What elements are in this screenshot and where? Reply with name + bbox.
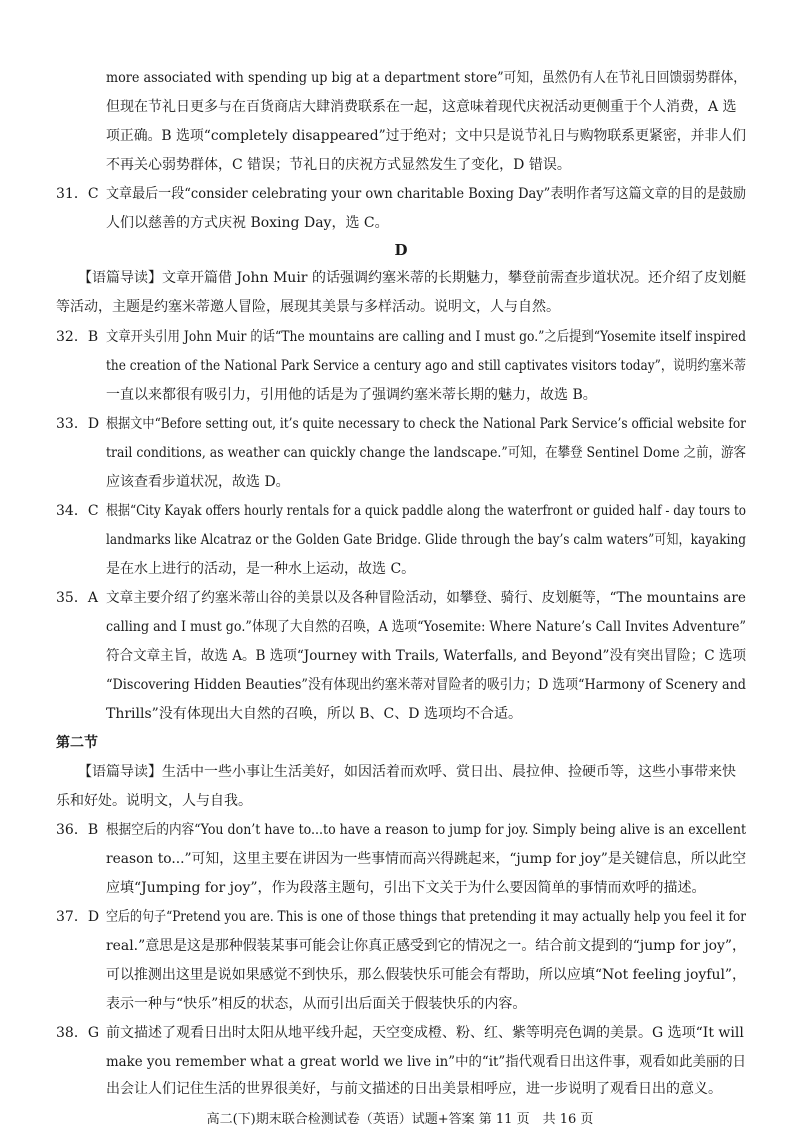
section-heading: D: [394, 241, 408, 259]
answer-text: 可以推测出这里是说如果感觉不到快乐，那么假装快乐可能会有帮助，所以应填“Not feeling joyful”，: [106, 967, 747, 983]
answer-text: 一直以来都很有吸引力，引用他的话是为了强调约塞米蒂长期的魅力，故选 B。: [106, 387, 597, 403]
reading-guide: 等活动，主题是约塞米蒂邀人冒险，展现其美景与多样活动。说明文，人与自然。: [56, 299, 560, 315]
paragraph-text: 不再关心弱势群体，C 错误；节礼日的庆祝方式显然发生了变化，D 错误。: [106, 157, 571, 173]
answer-text: 根据文中“Before setting out, it’s quite necessary to check the National Park Service’s official website for: [106, 416, 746, 432]
answer-number: 35．A: [56, 590, 98, 606]
answer-text: 符合文章主旨，故选 A。B 选项“Journey with Trails, Waterfalls, and Beyond”没有突出冒险；C 选项: [106, 648, 747, 664]
answer-text: 出会让人们记住生活的世界很美好，与前文描述的日出美景相呼应，进一步说明了观看日出的意义。: [106, 1081, 722, 1097]
page-footer: 高二(下)期末联合检测试卷（英语）试题+答案 第 11 页 共 16 页: [206, 1112, 594, 1127]
answer-number: 38．G: [56, 1025, 99, 1041]
answer-text: 文章开头引用 John Muir 的话“The mountains are calling and I must go.”之后提到“Yosemite itself inspired: [106, 329, 746, 345]
reading-guide: 【语篇导读】生活中一些小事让生活美好，如因活着而欢呼、赏日出、晨拉伸、捡硬币等，这些小事带来快: [78, 764, 736, 780]
paragraph-text: more associated with spending up big at a department store”可知，虽然仍有人在节礼日回馈弱势群体，: [106, 70, 747, 86]
answer-text: 是在水上进行的活动，是一种水上运动，故选 C。: [106, 561, 416, 577]
answer-text: 根据“City Kayak offers hourly rentals for a quick paddle along the waterfront or guided half - day tours to: [106, 503, 747, 519]
answer-text: landmarks like Alcatraz or the Golden Gate Bridge. Glide through the bay’s calm waters”可知，kayaking: [106, 532, 747, 548]
answer-text: 应该查看步道状况，故选 D。: [106, 474, 290, 490]
answer-text: make you remember what a great world we live in”中的“it”指代观看日出这件事，观看如此美丽的日: [106, 1054, 747, 1070]
answer-text: 前文描述了观看日出时太阳从地平线升起，天空变成橙、粉、红、紫等明亮色调的美景。G 选项“It will: [106, 1025, 744, 1041]
answer-number: 32．B: [56, 329, 99, 345]
answer-text: 文章最后一段“consider celebrating your own charitable Boxing Day”表明作者写这篇文章的目的是鼓励: [106, 186, 746, 202]
answer-text: 根据空后的内容“You don’t have to...to have a reason to jump for joy. Simply being alive is an excellent: [106, 822, 747, 838]
reading-guide: 【语篇导读】文章开篇借 John Muir 的话强调约塞米蒂的长期魅力，攀登前需查步道状况。还介绍了皮划艇: [78, 270, 746, 286]
answer-text: real.”意思是这是那种假装某事可能会让你真正感受到它的情况之一。结合前文提到的“jump for joy”，: [106, 938, 746, 954]
answer-text: 人们以慈善的方式庆祝 Boxing Day，选 C。: [106, 215, 389, 231]
answer-text: 应填“Jumping for joy”，作为段落主题句，引出下文关于为什么要因简单的事情而欢呼的描述。: [106, 880, 706, 896]
paragraph-text: 项正确。B 选项“completely disappeared”过于绝对；文中只是说节礼日与购物联系更紧密，并非人们: [106, 128, 747, 144]
answer-text: trail conditions, as weather can quickly change the landscape.”可知，在攀登 Sentinel Dome 之前，游客: [106, 445, 746, 461]
paragraph-text: 但现在节礼日更多与在百货商店大肆消费联系在一起，这意味着现代庆祝活动更侧重于个人消费，A 选: [106, 99, 737, 115]
answer-text: reason to...”可知，这里主要在讲因为一些事情而高兴得跳起来，“jump for joy”是关键信息，所以此空: [106, 851, 747, 867]
answer-text: 空后的句子“Pretend you are. This is one of those things that pretending it may actually help you feel it for: [106, 909, 746, 925]
answer-number: 33．D: [56, 416, 100, 432]
reading-guide: 乐和好处。说明文，人与自我。: [56, 793, 252, 809]
answer-text: 文章主要介绍了约塞米蒂山谷的美景以及各种冒险活动，如攀登、骑行、皮划艇等，“The mountains are: [106, 590, 746, 606]
answer-text: the creation of the National Park Service a century ago and still captivates visitors today”，说明约塞米蒂: [106, 358, 747, 374]
answer-number: 34．C: [56, 503, 99, 519]
answer-text: 表示一种与“快乐”相反的状态，从而引出后面关于假装快乐的内容。: [106, 996, 527, 1012]
section-heading: 第二节: [56, 735, 98, 751]
answer-number: 36．B: [56, 822, 99, 838]
answer-number: 31．C: [56, 186, 99, 202]
text-line: [106, 1079, 746, 1099]
answer-number: 37．D: [56, 909, 100, 925]
section-heading-line: [56, 240, 746, 260]
answer-text: calling and I must go.”体现了大自然的召唤，A 选项“Yosemite: Where Nature’s Call Invites Adventure”: [106, 619, 746, 635]
answer-text: “Discovering Hidden Beauties”没有体现出约塞米蒂对冒险者的吸引力；D 选项“Harmony of Scenery and: [106, 677, 747, 693]
answer-text: Thrills”没有体现出大自然的召唤，所以 B、C、D 选项均不合适。: [106, 706, 522, 722]
